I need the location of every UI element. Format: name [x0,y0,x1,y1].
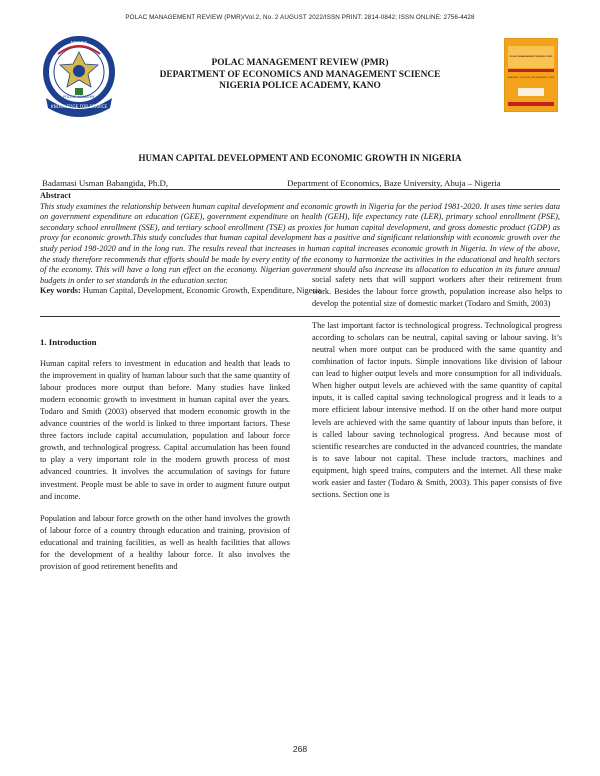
author-affiliation: Department of Economics, Baze University, Abuja – Nigeria [287,178,501,188]
page-number: 268 [292,744,308,754]
intro-paragraph-2: Population and labour force growth on the other hand involves the growth of labour force of a country through education and training, provision of educational and training facilities, as well as health facilities that allows for the development of a healthy labour force. It also involves the provision of good retirement benefits and [40,513,290,571]
left-column [40,336,290,583]
police-academy-crest-logo [40,32,118,120]
logo-ribbon-text: KNOWLEDGE FOR SERVICE [50,104,108,109]
keywords-label: Key words: [40,286,81,296]
intro-paragraph-1: Human capital refers to investment in education and health that leads to the improvement in quality of human labour such that the same quantity of labour produces more output than before. Many studies have linked modern economic growth to investment in human capital over the years. Todaro and Smith (2003) observed that modern economic growth in the advance countries of the world is linked to three important factors. These three factors include capital accumulation, population and labour force growth, and technological progress. Capital accumulation has been found to play a very important role in the modern growth process of most advanced countries. It involves the accumulation of savings for future investment. People must be able to save in order to augment future output and income. [40,359,290,501]
intro-paragraph-3: social safety nets that will support workers after their retirement from work. Besides the labour force growth, population increase also helps to develop the potential size of domestic market (Todaro and Smith, 2003) [312,275,562,309]
journal-cover-thumbnail [504,38,558,112]
paper-title: HUMAN CAPITAL DEVELOPMENT AND ECONOMIC GROWTH IN NIGERIA [138,153,462,163]
cover-title: POLAC MANAGEMENT REVIEW (PMR) [509,56,553,58]
section-heading-introduction: 1. Introduction [40,337,97,347]
author-name: Badamasi Usman Babangida, Ph.D, [42,178,169,188]
institution-name: NIGERIA POLICE ACADEMY, KANO [219,81,381,91]
running-header: POLAC MANAGEMENT REVIEW (PMR)/Vol.2, No. 2 AUGUST 2022/ISSN PRINT: 2814-0842; ISSN ONLINE: 2756-4428 [125,14,475,21]
abstract-heading: Abstract [40,191,71,200]
journal-masthead [110,58,490,93]
right-column [312,274,562,511]
journal-name: POLAC MANAGEMENT REVIEW (PMR) [211,58,389,68]
department-name: DEPARTMENT OF ECONOMICS AND MANAGEMENT SCIENCE [159,69,441,80]
cover-subtitle: DEPARTMENT OF ECONOMICS AND MANAGEMENT SCIENCE [507,78,555,79]
keywords-list: Human Capital, Development, Economic Growth, Expenditure, Nigeria [80,286,322,296]
abstract-text: This study examines the relationship between human capital development and economic growth in Nigeria for the period 1981-2020. It uses time series data on government expenditure on education (GEE), government expenditure on health (GEH), life expectancy rate (LER), primary school enrollment (PSE), secondary school enrollment (SSE), and tertiary school enrollment (TSE) as proxies for human capital development, and gross domestic product (GDP) as proxy for economic growth.This study concludes that human capital development has a positive and significant relationship with economic growth over the study period 198-2020 and in the long run. The results reveal that increases in human capital increases economic growth in Nigeria. In view of the above, the study therefore recommends that efforts should be made by every entity of the economy to harmonize the activities in the educational and health sectors of the economy. This will have a long run effect on the economy. Nigerian government should also increase its allocation to education in its future annual budgets in order to set standards in the education sector. [40,201,560,285]
logo-top-text: NIGERIA [70,40,88,46]
abstract-top-rule [40,189,560,190]
intro-paragraph-4: The last important factor is technological progress. Technological progress according to scholars can be neutral, capital saving or labour saving. It’s neutral when more output can be produced with the same quantity and combination of factor inputs. Simple innovations like division of labour can lead to higher output levels and more consumption for all individuals. When higher output levels are achieved with the same quantity of capital inputs, it is called capital saving technological progress and it leads to a more efficient labour intensive method. If on the other hand more output levels are achieved with the same quantity of labour inputs than before, it is called labour saving technological progress. And because most of scientific researches are conducted in the advanced countries, the mandate is to save labour not capital. These include tractors, machines and equipment, high speed trains, computers and the internet. All these make work easier and faster (Todaro & Smith, 2003). This paper consists of five sections. Section one is [312,321,562,499]
logo-mid-text: POLICE ACADEMY [63,95,95,99]
